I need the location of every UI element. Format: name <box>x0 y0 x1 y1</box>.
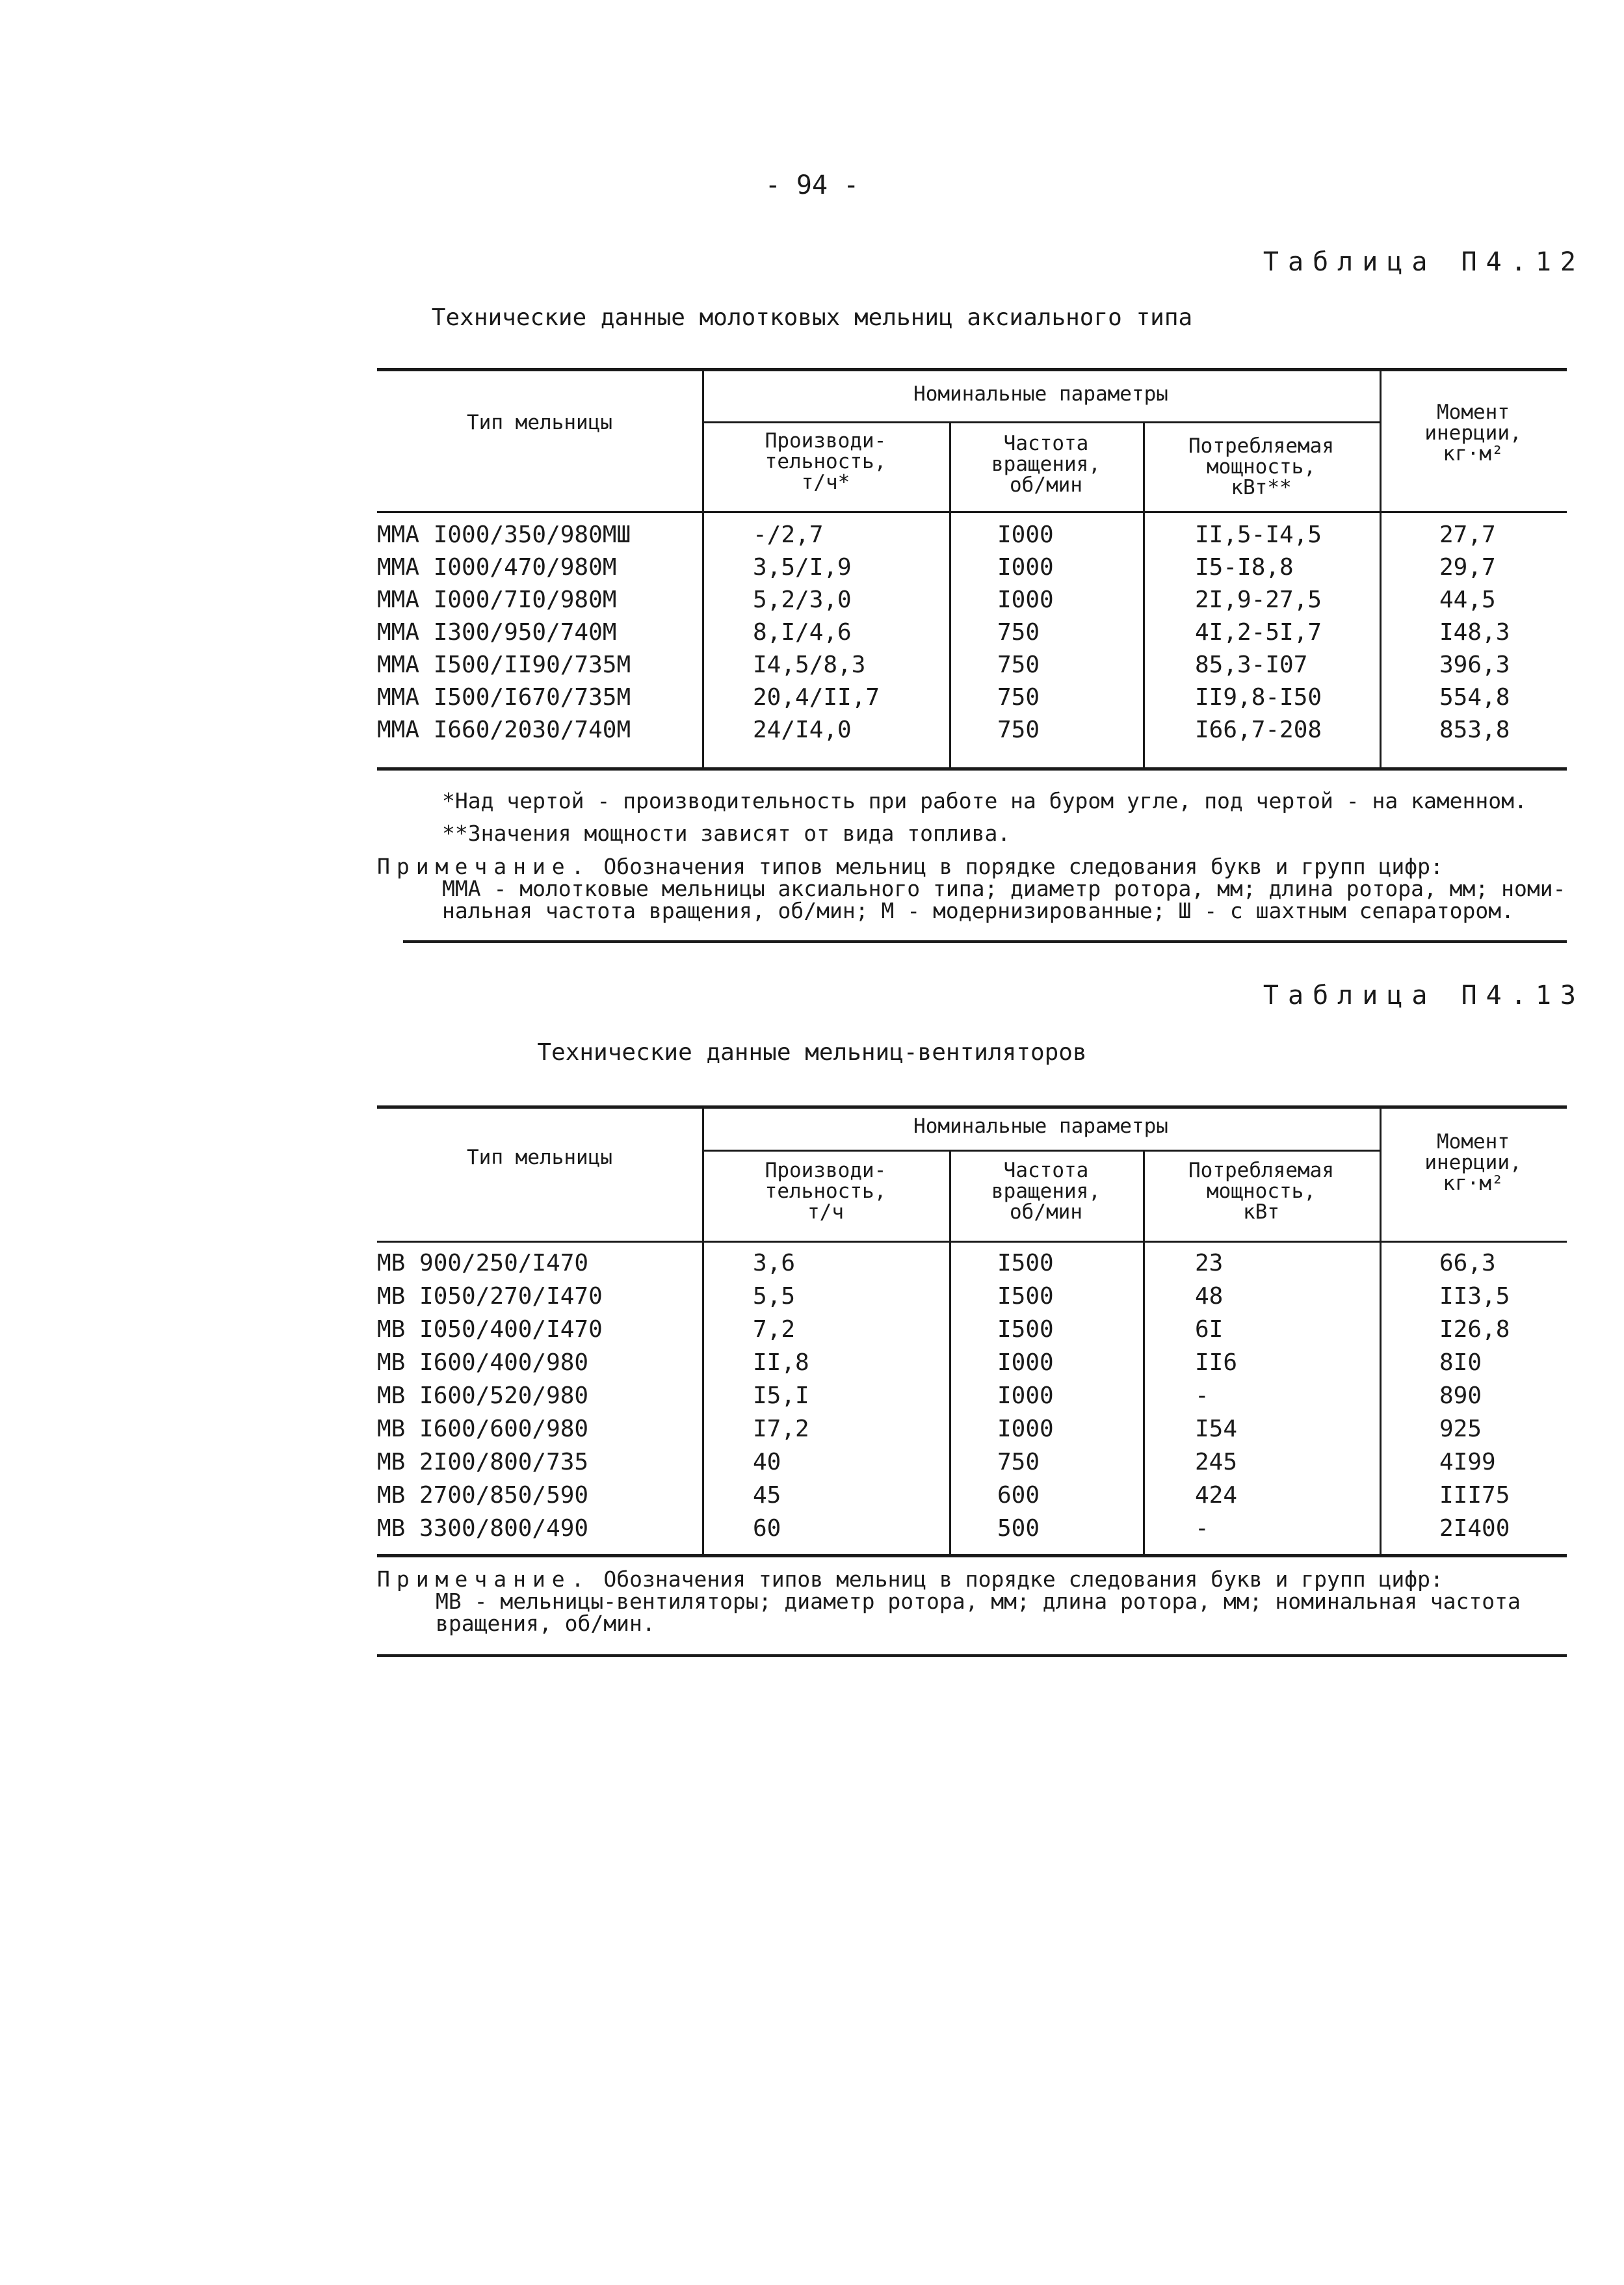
table-cell: 2I,9-27,5 <box>1195 587 1322 613</box>
table-cell: 23 <box>1195 1250 1224 1276</box>
table1-separator <box>403 940 1567 943</box>
table-cell: 5,2/3,0 <box>753 587 852 613</box>
table-cell: 44,5 <box>1439 587 1496 613</box>
table-cell: - <box>1195 1382 1209 1409</box>
table-cell: I54 <box>1195 1416 1238 1442</box>
table-cell: 8I0 <box>1439 1349 1482 1376</box>
table2-note-lead: Примечание. <box>377 1566 591 1592</box>
table-cell: 750 <box>997 619 1040 646</box>
table-cell: 3,6 <box>753 1250 796 1276</box>
table-cell: II3,5 <box>1439 1283 1510 1310</box>
table-cell: 3,5/I,9 <box>753 554 852 581</box>
table-cell: 424 <box>1195 1482 1238 1509</box>
table-cell: I4,5/8,3 <box>753 652 866 678</box>
table-cell: 925 <box>1439 1416 1482 1442</box>
table-cell: 5,5 <box>753 1283 796 1310</box>
table-cell: 750 <box>997 684 1040 711</box>
table-row-type: ММА I660/2030/740М <box>377 717 631 743</box>
table-cell: 7,2 <box>753 1316 796 1343</box>
table-cell: -/2,7 <box>753 522 824 548</box>
table2 <box>377 1105 1567 1561</box>
table1-header-group: Номинальные параметры <box>913 382 1168 406</box>
table-cell: 85,3-I07 <box>1195 652 1308 678</box>
table-cell: I500 <box>997 1316 1054 1343</box>
table-cell: 600 <box>997 1482 1040 1509</box>
table1-header-power: Потребляемая мощность, кВт** <box>1188 434 1334 499</box>
table-row-type: ММА I000/350/980МШ <box>377 522 631 548</box>
table-row-type: МВ I600/600/980 <box>377 1416 589 1442</box>
table2-header-inertia: Момент инерции, кг·м² <box>1424 1130 1522 1195</box>
table-row-type: МВ I050/270/I470 <box>377 1283 603 1310</box>
table-cell: I000 <box>997 1382 1054 1409</box>
table-row-type: МВ 3300/800/490 <box>377 1515 589 1542</box>
table1-header-speed: Частота вращения, об/мин <box>991 432 1101 497</box>
table-cell: 245 <box>1195 1449 1238 1475</box>
table-cell: 29,7 <box>1439 554 1496 581</box>
table-cell: I26,8 <box>1439 1316 1510 1343</box>
table-cell: II,5-I4,5 <box>1195 522 1322 548</box>
table-row-type: МВ I050/400/I470 <box>377 1316 603 1343</box>
table1-note-lead: Примечание. <box>377 854 591 879</box>
table-cell: I500 <box>997 1250 1054 1276</box>
table-cell: 890 <box>1439 1382 1482 1409</box>
table-cell: 20,4/II,7 <box>753 684 880 711</box>
table-cell: 6I <box>1195 1316 1224 1343</box>
table-cell: 4I99 <box>1439 1449 1496 1475</box>
table2-header-capacity: Производи- тельность, т/ч <box>765 1159 887 1224</box>
table-cell: I7,2 <box>753 1416 809 1442</box>
table-row-type: ММА I500/I670/735М <box>377 684 631 711</box>
table-cell: 40 <box>753 1449 781 1475</box>
table-cell: 750 <box>997 717 1040 743</box>
table1-title: Технические данные молотковых мельниц аксиального типа <box>431 304 1193 331</box>
table2-title: Технические данные мельниц-вентиляторов <box>537 1039 1087 1066</box>
table-row-type: ММА I000/7I0/980М <box>377 587 617 613</box>
page-number: - 94 - <box>765 170 859 200</box>
table-cell: - <box>1195 1515 1209 1542</box>
table1-footnote-1: *Над чертой - производительность при работе на буром угле, под чертой - на каменном. <box>442 788 1527 813</box>
table-cell: I000 <box>997 1349 1054 1376</box>
table-cell: 45 <box>753 1482 781 1509</box>
table-cell: I500 <box>997 1283 1054 1310</box>
table-row-type: МВ 900/250/I470 <box>377 1250 589 1276</box>
table-cell: I5-I8,8 <box>1195 554 1294 581</box>
table-cell: 750 <box>997 652 1040 678</box>
table2-header-group: Номинальные параметры <box>913 1115 1168 1138</box>
table2-header-power: Потребляемая мощность, кВт <box>1188 1159 1334 1224</box>
table1-header-capacity: Производи- тельность, т/ч* <box>765 429 887 494</box>
table-cell: II,8 <box>753 1349 809 1376</box>
table1-label: Таблица П4.12 <box>1263 247 1585 277</box>
table-cell: 2I400 <box>1439 1515 1510 1542</box>
table-cell: II9,8-I50 <box>1195 684 1322 711</box>
table-row-type: МВ I600/520/980 <box>377 1382 589 1409</box>
table-cell: 853,8 <box>1439 717 1510 743</box>
table-row-type: ММА I300/950/740М <box>377 619 617 646</box>
table-cell: I000 <box>997 522 1054 548</box>
table-cell: 48 <box>1195 1283 1224 1310</box>
table-cell: 27,7 <box>1439 522 1496 548</box>
table1 <box>377 368 1567 771</box>
table-cell: 750 <box>997 1449 1040 1475</box>
table-cell: I48,3 <box>1439 619 1510 646</box>
table-cell: 60 <box>753 1515 781 1542</box>
table-cell: 4I,2-5I,7 <box>1195 619 1322 646</box>
table1-footnote-2: **Значения мощности зависят от вида топлива. <box>442 821 1011 846</box>
table-row-type: ММА I500/II90/735М <box>377 652 631 678</box>
table-cell: I66,7-208 <box>1195 717 1322 743</box>
table-cell: I000 <box>997 554 1054 581</box>
table-row-type: МВ I600/400/980 <box>377 1349 589 1376</box>
table-cell: III75 <box>1439 1482 1510 1509</box>
table-cell: 396,3 <box>1439 652 1510 678</box>
table-cell: 8,I/4,6 <box>753 619 852 646</box>
table-cell: 500 <box>997 1515 1040 1542</box>
table-cell: I000 <box>997 587 1054 613</box>
table2-header-type: Тип мельницы <box>467 1146 612 1169</box>
table-row-type: МВ 2700/850/590 <box>377 1482 589 1509</box>
table-cell: 66,3 <box>1439 1250 1496 1276</box>
table1-header-inertia: Момент инерции, кг·м² <box>1424 401 1522 466</box>
table-cell: II6 <box>1195 1349 1238 1376</box>
table-row-type: ММА I000/470/980М <box>377 554 617 581</box>
table-cell: I5,I <box>753 1382 809 1409</box>
table1-header-type: Тип мельницы <box>467 411 612 434</box>
table1-note: Примечание. Обозначения типов мельниц в порядке следования букв и групп цифр: ММА - молотковые мельницы аксиального типа; диаметр ротора, мм; длина ротора, мм; номи- нальная частота вращения, об/мин; М - модернизированные; Ш - с шахтным сепаратором. <box>377 854 1566 923</box>
table2-label: Таблица П4.13 <box>1263 981 1585 1010</box>
table2-note: Примечание. Обозначения типов мельниц в порядке следования букв и групп цифр: МВ - мельницы-вентиляторы; диаметр ротора, мм; длина ротора, мм; номинальная частота вращения, об/мин. <box>377 1566 1521 1636</box>
table-cell: I000 <box>997 1416 1054 1442</box>
table-row-type: МВ 2I00/800/735 <box>377 1449 589 1475</box>
table2-separator <box>377 1654 1567 1657</box>
table-cell: 554,8 <box>1439 684 1510 711</box>
table2-header-speed: Частота вращения, об/мин <box>991 1159 1101 1224</box>
table-cell: 24/I4,0 <box>753 717 852 743</box>
